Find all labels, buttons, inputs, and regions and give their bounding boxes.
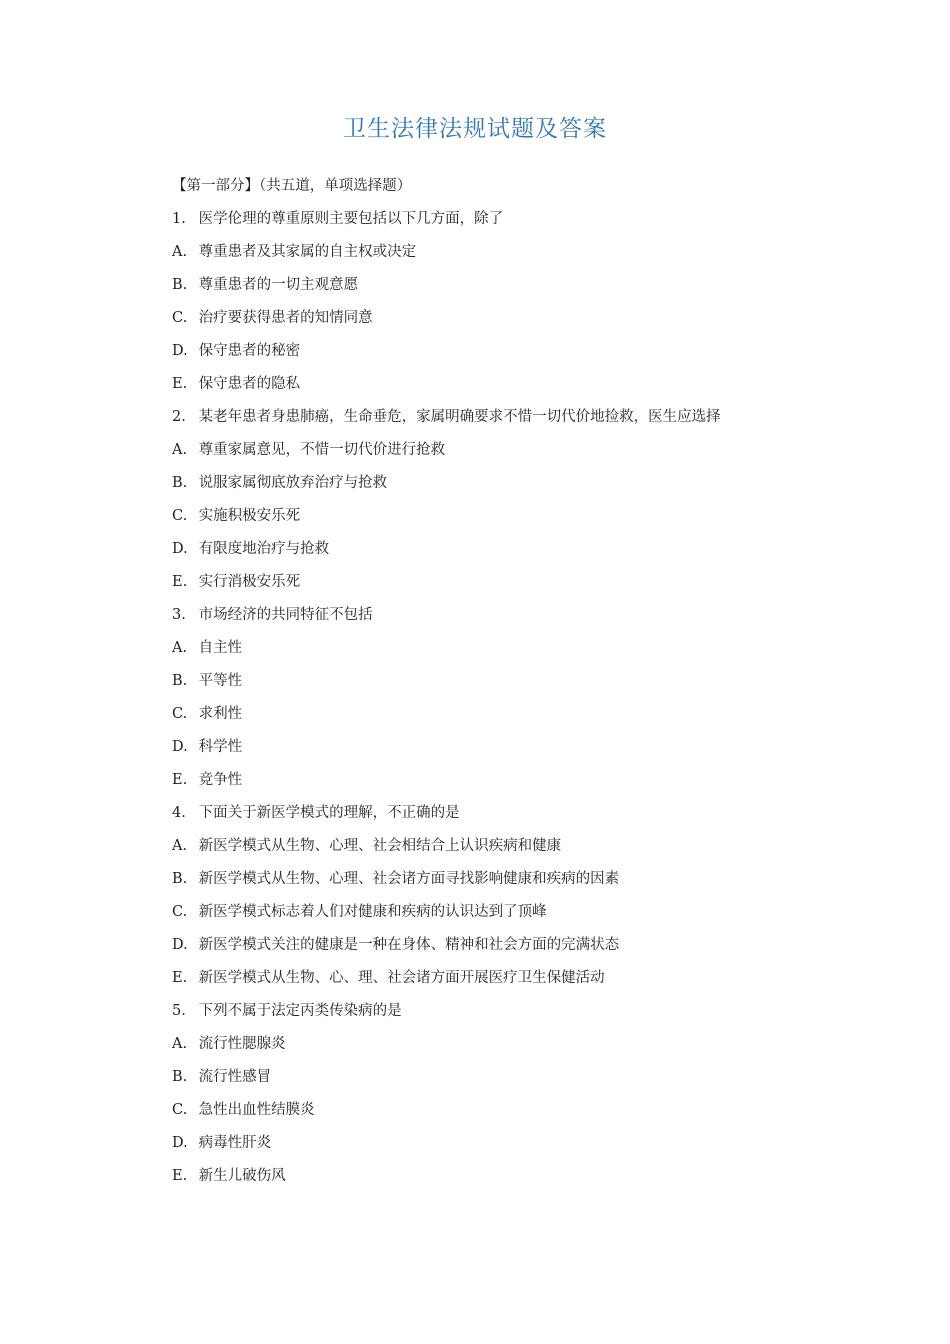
- option-text: 新医学模式从生物、心理、社会相结合上认识疾病和健康: [198, 838, 562, 854]
- option-text: 病毒性肝炎: [198, 1135, 272, 1151]
- option-text: 新医学模式标志着人们对健康和疾病的认识达到了顶峰: [198, 904, 547, 920]
- option-text: 新医学模式从生物、心理、社会诸方面寻找影响健康和疾病的因素: [198, 871, 620, 887]
- option-5c: [172, 1098, 892, 1131]
- option-text: 尊重家属意见，不惜一切代价进行抢救: [198, 442, 446, 458]
- option-label: B.: [172, 673, 188, 689]
- option-text: 治疗要获得患者的知情同意: [198, 310, 373, 326]
- option-text: 保守患者的隐私: [198, 376, 301, 392]
- option-label: A.: [172, 640, 188, 656]
- option-text: 新生儿破伤风: [198, 1168, 286, 1184]
- option-label: E.: [172, 376, 188, 392]
- question-text: 下列不属于法定丙类传染病的是: [198, 1003, 402, 1019]
- option-label: C.: [172, 1102, 188, 1118]
- question-text: 某老年患者身患肺癌，生命垂危，家属明确要求不惜一切代价地捡救，医生应选择: [198, 409, 721, 425]
- option-2b: [172, 471, 892, 504]
- option-label: C.: [172, 706, 188, 722]
- question-number: 1.: [172, 211, 186, 227]
- option-label: C.: [172, 904, 188, 920]
- option-text: 有限度地治疗与抢救: [198, 541, 330, 557]
- option-3e: [172, 768, 892, 801]
- option-4b: [172, 867, 892, 900]
- option-3d: [172, 735, 892, 768]
- option-text: 科学性: [198, 739, 243, 755]
- option-label: A.: [172, 442, 188, 458]
- option-text: 新医学模式从生物、心、理、社会诸方面开展医疗卫生保健活动: [198, 970, 605, 986]
- option-5b: [172, 1065, 892, 1098]
- option-3c: [172, 702, 892, 735]
- option-5e: [172, 1164, 892, 1197]
- option-text: 求利性: [198, 706, 243, 722]
- option-label: D.: [172, 343, 188, 359]
- question-number: 2.: [172, 409, 186, 425]
- question-text: 下面关于新医学模式的理解，不正确的是: [198, 805, 460, 821]
- question-5: [172, 999, 892, 1032]
- option-4a: [172, 834, 892, 867]
- option-label: A.: [172, 838, 188, 854]
- option-label: E.: [172, 574, 188, 590]
- option-text: 尊重患者及其家属的自主权或决定: [198, 244, 417, 260]
- option-2e: [172, 570, 892, 603]
- option-text: 竞争性: [198, 772, 243, 788]
- option-3a: [172, 636, 892, 669]
- option-label: C.: [172, 310, 188, 326]
- option-4e: [172, 966, 892, 999]
- option-label: B.: [172, 277, 188, 293]
- question-1: [172, 207, 892, 240]
- option-label: A.: [172, 1036, 188, 1052]
- document-title: 卫生法律法规试题及答案: [343, 116, 607, 142]
- option-text: 新医学模式关注的健康是一种在身体、精神和社会方面的完满状态: [198, 937, 620, 953]
- option-4d: [172, 933, 892, 966]
- question-2: [172, 405, 892, 438]
- option-label: D.: [172, 739, 188, 755]
- question-3: [172, 603, 892, 636]
- option-2d: [172, 537, 892, 570]
- question-text: 医学伦理的尊重原则主要包括以下几方面，除了: [198, 211, 504, 227]
- question-4: [172, 801, 892, 834]
- option-label: E.: [172, 1168, 188, 1184]
- option-text: 平等性: [198, 673, 243, 689]
- option-4c: [172, 900, 892, 933]
- option-1c: [172, 306, 892, 339]
- option-label: E.: [172, 970, 188, 986]
- option-label: D.: [172, 1135, 188, 1151]
- option-text: 实施积极安乐死: [198, 508, 301, 524]
- option-text: 实行消极安乐死: [198, 574, 301, 590]
- document-content: [172, 174, 892, 1197]
- option-text: 说服家属彻底放弃治疗与抢救: [198, 475, 388, 491]
- option-5d: [172, 1131, 892, 1164]
- question-number: 4.: [172, 805, 186, 821]
- option-label: B.: [172, 871, 188, 887]
- option-2c: [172, 504, 892, 537]
- option-label: D.: [172, 937, 188, 953]
- option-label: E.: [172, 772, 188, 788]
- option-text: 急性出血性结膜炎: [198, 1102, 315, 1118]
- option-label: A.: [172, 244, 188, 260]
- question-number: 3.: [172, 607, 186, 623]
- option-1e: [172, 372, 892, 405]
- option-3b: [172, 669, 892, 702]
- option-text: 自主性: [198, 640, 243, 656]
- option-label: B.: [172, 1069, 188, 1085]
- option-text: 流行性感冒: [198, 1069, 272, 1085]
- option-1a: [172, 240, 892, 273]
- section-header: 【第一部分】（共五道，单项选择题）: [172, 178, 412, 194]
- option-1b: [172, 273, 892, 306]
- option-label: B.: [172, 475, 188, 491]
- option-1d: [172, 339, 892, 372]
- option-text: 尊重患者的一切主观意愿: [198, 277, 359, 293]
- option-label: D.: [172, 541, 188, 557]
- option-2a: [172, 438, 892, 471]
- option-5a: [172, 1032, 892, 1065]
- question-number: 5.: [172, 1003, 186, 1019]
- option-text: 保守患者的秘密: [198, 343, 301, 359]
- option-text: 流行性腮腺炎: [198, 1036, 286, 1052]
- option-label: C.: [172, 508, 188, 524]
- question-text: 市场经济的共同特征不包括: [198, 607, 373, 623]
